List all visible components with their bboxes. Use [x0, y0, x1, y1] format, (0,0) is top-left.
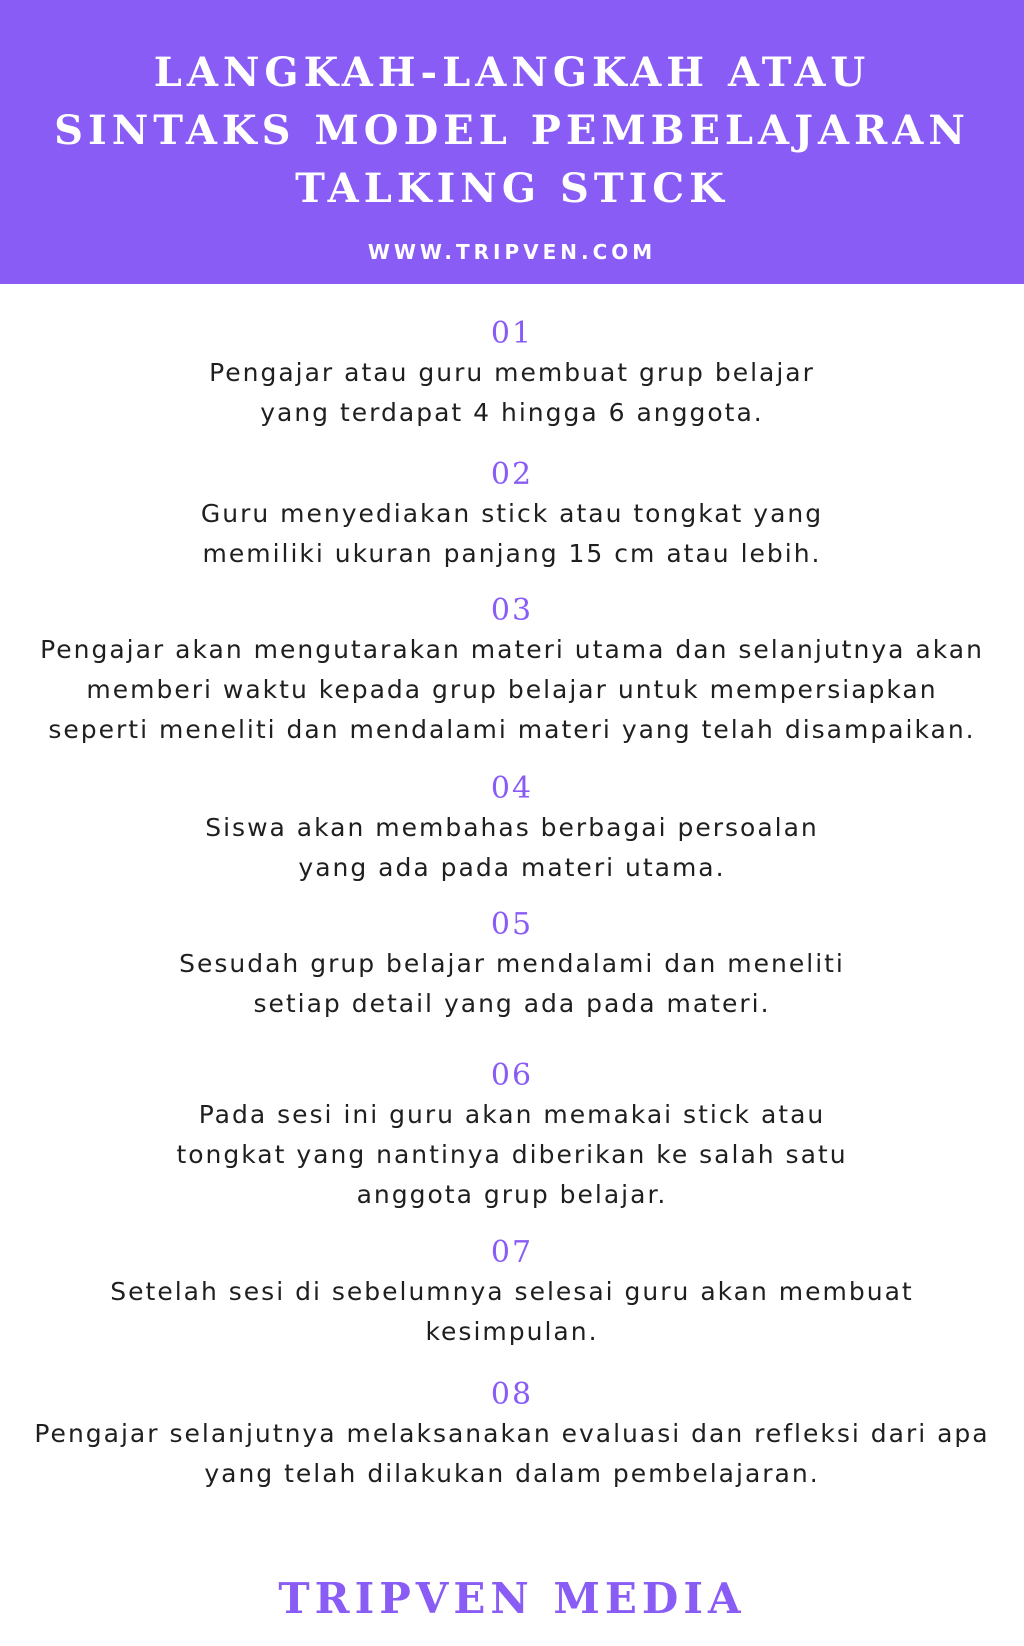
- step-line: anggota grup belajar.: [356, 1180, 668, 1209]
- step-number: 05: [490, 907, 534, 942]
- step-text: [0, 630, 1024, 750]
- title-line: TALKING STICK: [295, 165, 729, 212]
- step-02: [0, 456, 1024, 574]
- step-number: 03: [490, 593, 534, 628]
- step-line: yang terdapat 4 hingga 6 anggota.: [260, 398, 764, 427]
- step-line: Pada sesi ini guru akan memakai stick atau: [198, 1100, 826, 1129]
- header-banner: [0, 0, 1024, 284]
- title-line: LANGKAH-LANGKAH ATAU: [153, 49, 871, 96]
- website-url: WWW.TRIPVEN.COM: [367, 240, 657, 264]
- step-line: Pengajar selanjutnya melaksanakan evaluasi dan refleksi dari apa: [34, 1419, 990, 1448]
- step-06: [0, 1057, 1024, 1215]
- step-text: [0, 353, 1024, 433]
- step-number: 02: [490, 457, 534, 492]
- footer-brand: TRIPVEN MEDIA: [278, 1574, 746, 1623]
- step-text: [0, 1414, 1024, 1494]
- step-08: [0, 1376, 1024, 1494]
- title-line: SINTAKS MODEL PEMBELAJARAN: [54, 107, 970, 154]
- step-number: 06: [490, 1058, 534, 1093]
- step-line: seperti meneliti dan mendalami materi yang telah disampaikan.: [48, 715, 976, 744]
- step-line: yang telah dilakukan dalam pembelajaran.: [204, 1459, 820, 1488]
- step-line: yang ada pada materi utama.: [298, 853, 726, 882]
- step-text: [0, 494, 1024, 574]
- step-line: Sesudah grup belajar mendalami dan meneliti: [179, 949, 845, 978]
- step-line: kesimpulan.: [425, 1317, 599, 1346]
- step-line: Guru menyediakan stick atau tongkat yang: [200, 499, 824, 528]
- step-number: 08: [490, 1377, 534, 1412]
- step-05: [0, 906, 1024, 1024]
- step-number: 07: [490, 1235, 534, 1270]
- step-03: [0, 592, 1024, 750]
- step-01: [0, 315, 1024, 433]
- step-text: [0, 1095, 1024, 1215]
- step-line: Pengajar akan mengutarakan materi utama dan selanjutnya akan: [40, 635, 984, 664]
- step-number: 01: [490, 316, 534, 351]
- step-04: [0, 770, 1024, 888]
- step-text: [0, 944, 1024, 1024]
- page-title: [0, 44, 1024, 218]
- step-line: Siswa akan membahas berbagai persoalan: [205, 813, 819, 842]
- step-line: memiliki ukuran panjang 15 cm atau lebih.: [202, 539, 822, 568]
- step-text: [0, 1272, 1024, 1352]
- step-number: 04: [490, 771, 534, 806]
- step-line: tongkat yang nantinya diberikan ke salah satu: [176, 1140, 848, 1169]
- step-line: Pengajar atau guru membuat grup belajar: [209, 358, 815, 387]
- step-text: [0, 808, 1024, 888]
- step-line: setiap detail yang ada pada materi.: [253, 989, 771, 1018]
- step-line: memberi waktu kepada grup belajar untuk mempersiapkan: [86, 675, 938, 704]
- step-line: Setelah sesi di sebelumnya selesai guru akan membuat: [110, 1277, 914, 1306]
- step-07: [0, 1234, 1024, 1352]
